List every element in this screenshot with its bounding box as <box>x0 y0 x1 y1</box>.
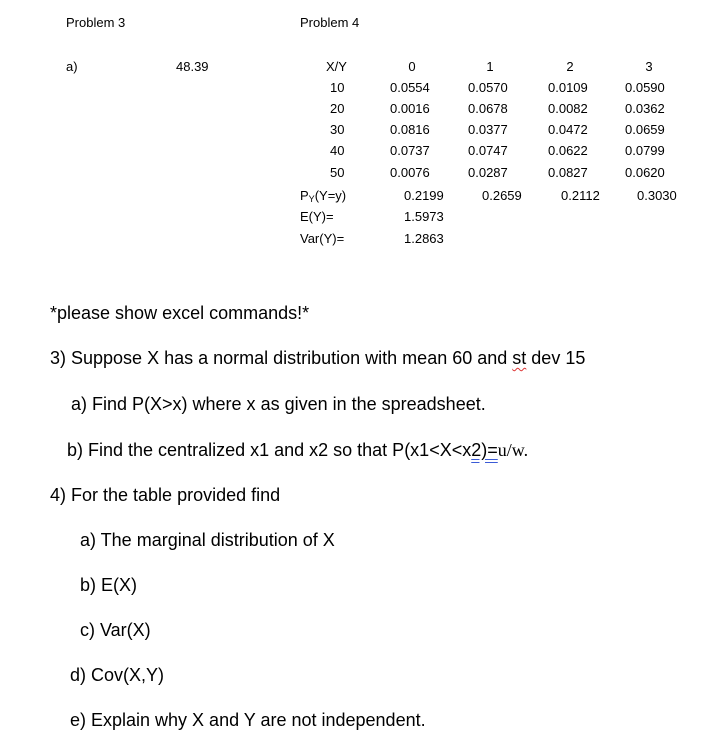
table-cell: 0.0737 <box>390 143 430 158</box>
question-4-intro: 4) For the table provided find <box>50 485 281 505</box>
problem3-header: Problem 3 <box>66 15 126 30</box>
x-value: 40 <box>330 143 345 158</box>
py-value: 0.2112 <box>561 188 600 203</box>
problem3-a-label: a) <box>66 59 78 74</box>
table-cell: 0.0016 <box>390 101 430 116</box>
table-cell: 0.0377 <box>468 122 508 137</box>
vary-label: Var(Y)= <box>300 231 345 246</box>
py-label: PY(Y=y) <box>300 188 347 204</box>
py-value: 0.2199 <box>404 188 444 203</box>
formula-link[interactable]: 2)= <box>471 440 498 460</box>
excel-note: *please show excel commands!* <box>50 303 310 323</box>
y-header-3: 3 <box>645 59 653 74</box>
question-4b: b) E(X) <box>80 575 138 595</box>
x-value: 10 <box>330 80 345 95</box>
py-value: 0.3030 <box>637 188 677 203</box>
table-cell: 0.0590 <box>625 80 665 95</box>
table-cell: 0.0554 <box>390 80 430 95</box>
question-4c: c) Var(X) <box>80 620 151 640</box>
table-cell: 0.0362 <box>625 101 665 116</box>
table-cell: 0.0620 <box>625 165 665 180</box>
table-corner-label: X/Y <box>326 59 347 74</box>
table-cell: 0.0472 <box>548 122 588 137</box>
table-cell: 0.0622 <box>548 143 588 158</box>
py-value: 0.2659 <box>482 188 522 203</box>
problem4-header: Problem 4 <box>300 15 360 30</box>
table-cell: 0.0109 <box>548 80 588 95</box>
table-cell: 0.0659 <box>625 122 665 137</box>
spelling-flag: st <box>512 348 527 368</box>
x-value: 50 <box>330 165 345 180</box>
question-3a: a) Find P(X>x) where x as given in the spreadsheet. <box>71 394 486 414</box>
x-value: 30 <box>330 122 345 137</box>
question-3-intro: 3) Suppose X has a normal distribution with mean 60 and st dev 15 <box>50 348 586 368</box>
y-header-0: 0 <box>408 59 416 74</box>
table-cell: 0.0287 <box>468 165 508 180</box>
question-4d: d) Cov(X,Y) <box>70 665 165 685</box>
table-cell: 0.0816 <box>390 122 430 137</box>
table-cell: 0.0082 <box>548 101 588 116</box>
problem3-a-value: 48.39 <box>176 59 209 74</box>
question-4e: e) Explain why X and Y are not independent. <box>70 710 426 730</box>
x-value: 20 <box>330 101 345 116</box>
question-4a: a) The marginal distribution of X <box>80 530 335 550</box>
table-cell: 0.0076 <box>390 165 430 180</box>
ey-value: 1.5973 <box>404 209 444 224</box>
table-cell: 0.0678 <box>468 101 508 116</box>
table-cell: 0.0747 <box>468 143 508 158</box>
y-header-2: 2 <box>566 59 574 74</box>
table-cell: 0.0570 <box>468 80 508 95</box>
table-cell: 0.0827 <box>548 165 588 180</box>
vary-value: 1.2863 <box>404 231 444 246</box>
y-header-1: 1 <box>486 59 494 74</box>
question-3b: b) Find the centralized x1 and x2 so that P(x1<X<x2)=u/w. <box>67 440 529 460</box>
ey-label: E(Y)= <box>300 209 334 224</box>
table-cell: 0.0799 <box>625 143 665 158</box>
